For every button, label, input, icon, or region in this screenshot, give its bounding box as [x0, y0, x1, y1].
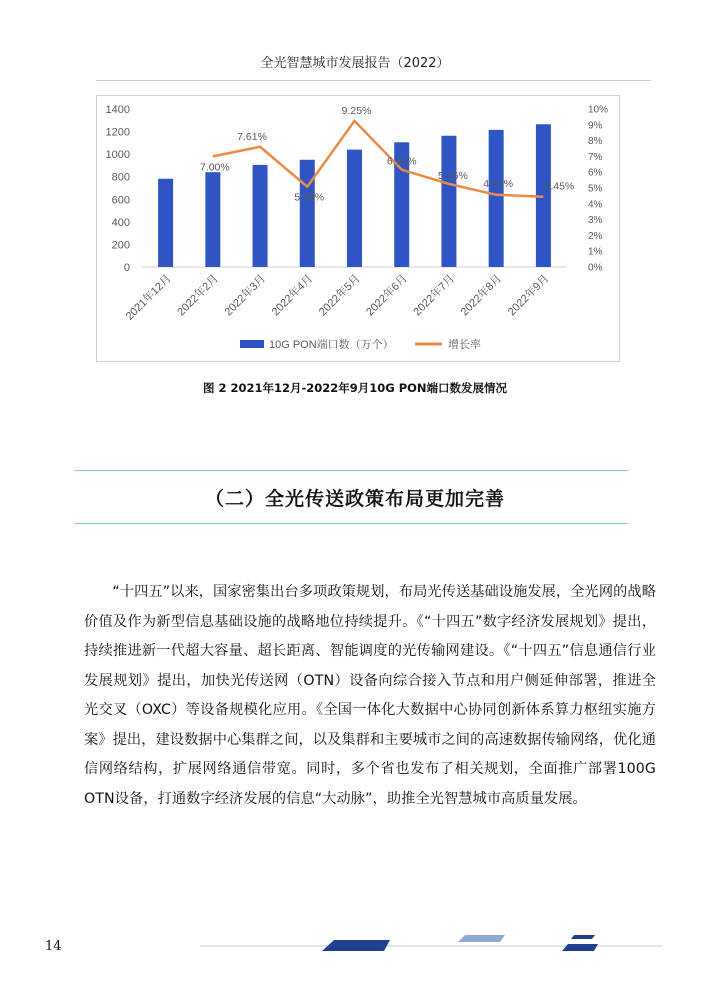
bar: [441, 136, 456, 267]
growth-rate-label: 4.57%: [483, 177, 514, 190]
y-right-tick-label: 0%: [588, 262, 603, 274]
y-right-tick-label: 4%: [588, 199, 603, 211]
y-right-tick-label: 1%: [588, 246, 603, 258]
section-divider-bottom: [75, 523, 628, 524]
x-tick-label: 2022年3月: [222, 272, 269, 319]
y-right-tick-label: 10%: [588, 104, 609, 116]
y-right-tick-label: 8%: [588, 136, 603, 148]
bar: [253, 165, 268, 267]
x-tick-label: 2022年4月: [269, 272, 316, 319]
y-left-tick-label: 0: [123, 262, 130, 274]
y-left-tick-label: 600: [111, 194, 130, 207]
section-divider-top: [75, 470, 628, 471]
y-right-tick-label: 2%: [588, 230, 603, 242]
y-left-tick-label: 1000: [105, 149, 130, 162]
x-tick-label: 2021年12月: [123, 272, 174, 323]
header-divider: [96, 80, 651, 81]
y-left-tick-label: 1400: [105, 104, 130, 116]
x-tick-label: 2022年8月: [458, 272, 505, 319]
y-left-tick-label: 400: [111, 216, 130, 229]
bar: [347, 150, 362, 267]
page-header-title: 全光智慧城市发展报告（2022）: [260, 56, 450, 71]
y-right-tick-label: 6%: [588, 167, 603, 179]
growth-rate-label: 7.00%: [199, 161, 230, 174]
y-right-tick-label: 9%: [588, 120, 603, 132]
x-tick-label: 2022年2月: [175, 272, 221, 319]
bar: [205, 172, 220, 267]
legend-bar-label: 10G PON端口数（万个）: [269, 339, 394, 351]
section-title: （二）全光传送政策布局更加完善: [204, 488, 505, 510]
y-left-tick-label: 200: [111, 239, 130, 252]
x-tick-label: 2022年6月: [364, 272, 410, 319]
body-paragraph: “十四五”以来，国家密集出台多项政策规划，布局光传送基础设施发展，全光网的战略价值及作为新型信息基础设施的战略地位持续提升。《“十四五”数字经济发展规划》提出，持续推进新一代超大容量、超长距离、智能调度的光传输网建设。《“十四五”信息通信行业发展规划》提出，加快光传送网（OTN）设备向综合接入节点和用户侧延伸部署，推进全光交叉（OXC）等设备规模化应用。《全国一体化大数据中心协同创新体系算力枢纽实施方案》提出，建设数据中心集群之间，以及集群和主要城市之间的高速数据传输网络，优化通信网络结构，扩展网络通信带宽。同时，多个省也发布了相关规划，全面推广部署100G OTN设备，打通数字经济发展的信息“大动脉”，助推全光智慧城市高质量发展。: [84, 584, 656, 807]
footer-decoration: [0, 925, 710, 965]
chart-frame: [96, 95, 620, 362]
growth-rate-label: 7.61%: [237, 130, 267, 143]
y-right-tick-label: 7%: [588, 151, 603, 163]
port-count-chart: [97, 96, 619, 361]
growth-rate-label: 6.16%: [386, 155, 417, 168]
growth-rate-label: 5.26%: [438, 169, 468, 182]
growth-rate-label: 4.45%: [544, 180, 575, 193]
growth-rate-label: 9.25%: [341, 104, 372, 117]
bar: [489, 130, 504, 267]
page-number: 14: [45, 939, 62, 954]
y-right-tick-label: 5%: [588, 183, 603, 195]
bar: [300, 160, 315, 267]
bar: [158, 179, 173, 267]
x-tick-label: 2022年7月: [411, 272, 458, 319]
y-left-tick-label: 1200: [105, 126, 130, 139]
figure-caption: 图 2 2021年12月-2022年9月10G PON端口数发展情况: [202, 381, 508, 395]
legend-bar-swatch: [240, 340, 264, 348]
growth-rate-label: 5.08%: [294, 191, 325, 204]
y-left-tick-label: 800: [111, 171, 130, 184]
x-tick-label: 2022年5月: [316, 272, 363, 319]
legend-line-label: 增长率: [448, 339, 481, 351]
x-tick-label: 2022年9月: [505, 272, 552, 319]
y-right-tick-label: 3%: [588, 215, 603, 227]
